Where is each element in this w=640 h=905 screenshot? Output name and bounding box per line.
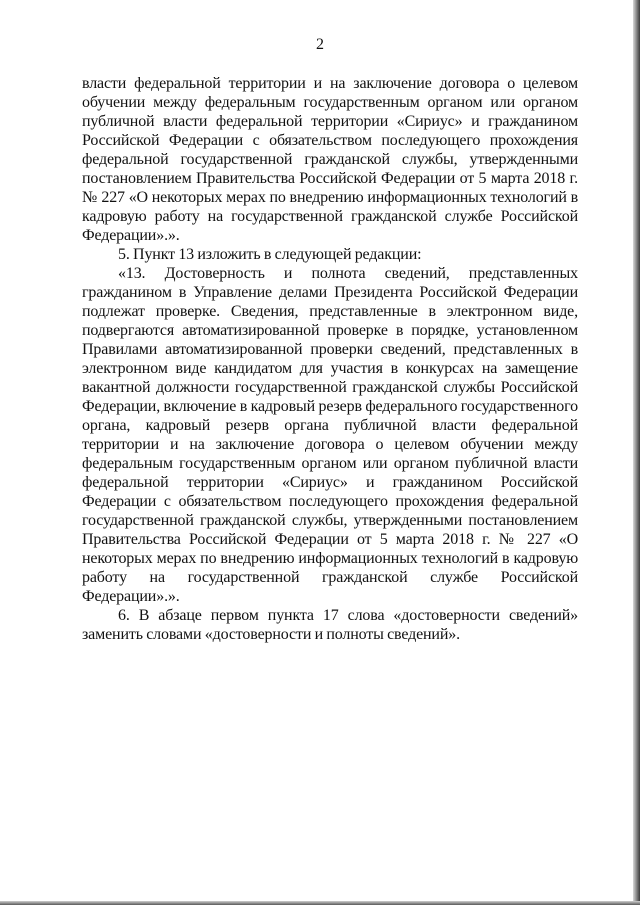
scan-edge-right (633, 0, 640, 905)
scan-edge-bottom (0, 901, 640, 905)
paragraph-item-6: 6. В абзаце первом пункта 17 слова «достоверности сведений» заменить словами «достоверности и полноты сведений». (82, 607, 578, 643)
paragraph-continuation: власти федеральной территории и на заключение договора о целевом обучении между федеральным государственным органом или органом публичной власти федеральной территории «Сириус» и гражданином Российской Федерации с обязательством последующего прохождения федеральной государственной гражданской службы, утвержденными постановлением Правительства Российской Федерации от 5 марта 2018 г. № 227 «О некоторых мерах по внедрению информационных технологий в кадровую работу на государственной гражданской службе Российской Федерации».». (82, 75, 578, 244)
document-body (82, 74, 578, 644)
page-number: 2 (316, 36, 324, 53)
paragraph-item-5: 5. Пункт 13 изложить в следующей редакции: (118, 246, 422, 263)
paragraph-item-13-quote: «13. Достоверность и полнота сведений, представленных гражданином в Управление делами Президента Российской Федерации подлежат проверке. Сведения, представленные в электронном виде, подвергаются автоматизированной проверке в порядке, установленном Правилами автоматизированной проверки сведений, представленных в электронном виде кандидатом для участия в конкурсах на замещение вакантной должности государственной гражданской службы Российской Федерации, включение в кадровый резерв федерального государственного органа, кадровый резерв органа публичной власти федеральной территории и на заключение договора о целевом обучении между федеральным государственным органом или органом публичной власти федеральной территории «Сириус» и гражданином Российской Федерации с обязательством последующего прохождения федеральной государственной гражданской службы, утвержденными постановлением Правительства Российской Федерации от 5 марта 2018 г. № 227 «О некоторых мерах по внедрению информационных технологий в кадровую работу на государственной гражданской службе Российской Федерации».». (82, 265, 578, 605)
